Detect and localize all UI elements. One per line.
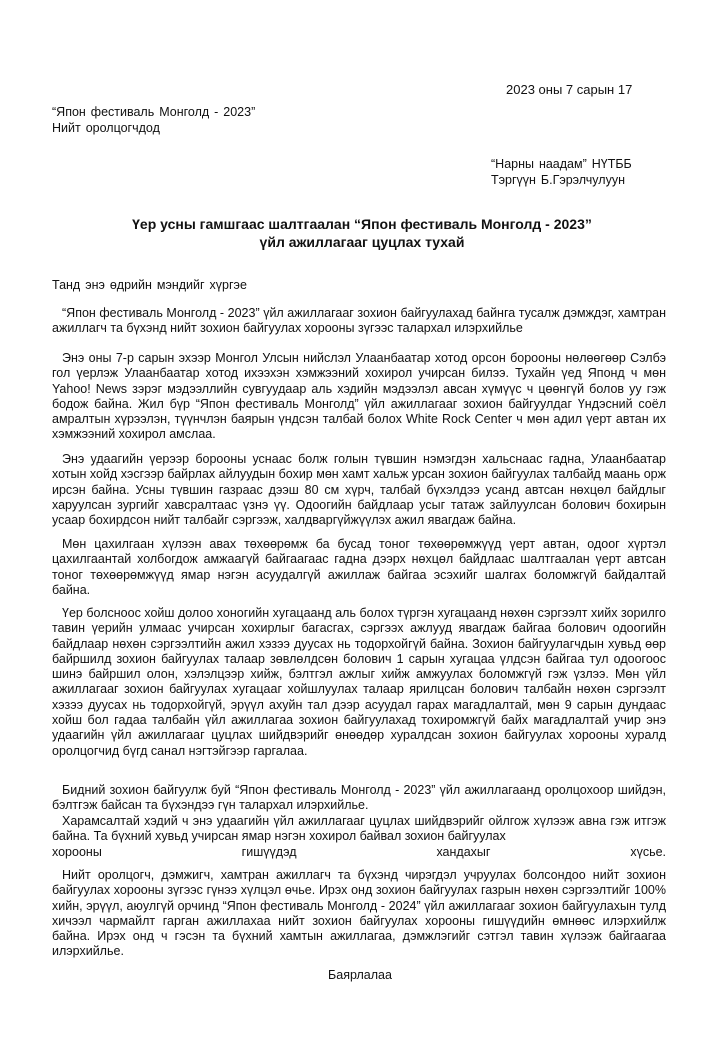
paragraph-gratitude: “Япон фестиваль Монголд - 2023” үйл ажиллагааг зохион байгуулахад байнга тусалж дэмждэг, хамтран ажиллагч та бүхэнд нийт зохион байгуулах хорооны зүгээс талархал илэрхийлье — [52, 306, 666, 336]
paragraph-equipment-damage: Мөн цахилгаан хүлээн авах төхөөрөмж ба бусад тоног төхөөрөмжүүд үерт автан, одоог хүртэл цахилгаантай холбогдож амжаагүй байгаагаас гадна дээрх нөхцөл байдлаас шалтгаалан үерт автсан тоног төхөөрөмжүүд ямар нэгэн асуудалгүй ажиллаж байгаа эсэхийг шалгах боломжгүй байдалтай байна. — [52, 537, 666, 597]
title-line-1: Үер усны гамшгаас шалтгаалан “Япон фестиваль Монголд - 2023” — [132, 216, 592, 232]
recipient-block — [52, 104, 255, 136]
word: хорооны — [52, 844, 102, 859]
letter-title — [52, 215, 672, 251]
letter-date: 2023 оны 7 сарын 17 — [506, 82, 633, 97]
paragraph-cancellation-decision: Үер болсноос хойш долоо хоногийн хугацаанд аль болох түргэн хугацаанд нөхөн сэргээлт хийх зорилго тавин үерийн улмаас учирсан хохирлыг багасгах, сэргээх ажлууд явагдаж байгаа болович одоогийн байдлаар нөхөн сэргээлтийн ажил хэзээ дуусах нь тодорхойгүй байна. Зохион байгуулагчдын хувьд өөр байршилд зохион байгуулах талаар зөвлөлдсөн болович 1 сарын хугацаа үлдсэн байгаа тул одоогоос шинэ байршил олон, хэлэлцээр хийж, бэлтгэл ажлыг хийж амжуулах боломжгүй гэж үзлээ. Мөн үйл ажиллагааг зохион байгуулах хугацааг хойшлуулах талаар ярилцсан болович талбайн нөхөн сэргээлт хэзээ дуусах нь тодорхойгүй, эрүүл ахуйн тал дээр асуудал гарах магадлалтай, мөн 9 сарын дундаас хойш бол гадаа талбайн үйл ажиллагаа зохион байгуулахад тохиромжгүй байх магадлалтай учир энэ удаагийн үйл ажиллагааг цуцлах шийдвэрийг өнөөдөр хуралдсан зохион байгуулах хорооны хуралд оролцогчид бүгд санал нэгтэйгээр гаргалаа. — [52, 606, 666, 758]
recipient-line-2: Нийт оролцогчдод — [52, 121, 160, 135]
word: гишүүдэд — [241, 844, 297, 859]
paragraph-flood-background: Энэ оны 7-р сарын эхээр Монгол Улсын нийслэл Улаанбаатар хотод орсон борооны нөлөөгөөр Сэлбэ гол үерлэж Улаанбаатар хотод ихээхэн хэмжээний хохирол учирсан билээ. Тухайн үед Японд ч мөн Yahoo! News зэрэг мэдээллийн сувгуудаар аль хэдийн мэдээлэл авсан хүмүүс ч цөөнгүй болов уу гэж бодож байна. Жил бүр “Япон фестиваль Монголд” үйл ажиллагааг зохион байгуулдаг Үндэсний соёл амралтын хүрээлэн, түүнчлэн баярын үндсэн талбай болох White Rock Center ч мөн адил үерт автан их хэмжээний хохирол амслаа. — [52, 351, 666, 442]
paragraph-regret — [52, 814, 666, 860]
recipient-line-1: “Япон фестиваль Монголд - 2023” — [52, 105, 256, 119]
sender-organization: “Нарны наадам” НҮТББ — [491, 157, 632, 171]
paragraph-flood-damage: Энэ удаагийн үерээр борооны уснаас болж голын түвшин нэмэгдэн хальснаас гадна, Улаанбаатар хотын хойд хэсгээр байрлах айлуудын бохир мөн хамт хальж урсан зохион байгуулах талбайд маань орж ирсэн байна. Усны түвшин газраас дээш 80 см хүрч, талбай бүхэлдээ усанд автсан нөхцөл байдлыг харуулсан зургийг хавсралтаас үзнэ үү. Одоогийн байдлаар усыг татаж зайлуулсан болович бохирын усаар бохирдсон нийт талбайг сэргээж, халдваргүйжүүлэх ажил явагдаж байна. — [52, 452, 666, 528]
paragraph-regret-last-line — [52, 845, 666, 860]
sender-name: Тэргүүн Б.Гэрэлчулуун — [491, 173, 625, 187]
greeting: Танд энэ өдрийн мэндийг хүргэе — [52, 278, 248, 292]
word: хандахыг — [436, 844, 491, 859]
word: хүсье. — [630, 844, 666, 859]
title-line-2: үйл ажиллагааг цуцлах тухай — [259, 234, 465, 250]
paragraph-apology-future: Нийт оролцогч, дэмжигч, хамтран ажиллагч та бүхэнд чирэгдэл учруулах болсондоо нийт зохион байгуулах хорооны зүгээс гүнээ хүлцэл өчье. Ирэх онд зохион байгуулах газрын нөхөн сэргээлтийг 100% хийн, эрүүл, аюулгүй орчинд “Япон фестиваль Монголд - 2024” үйл ажиллагааг зохион байгуулахын тулд хичээл чармайлт гарган ажиллахаа нийт зохион байгуулах хорооны гишүүдийн өмнөөс илэрхийлж байна. Ирэх онд ч гэсэн та бүхний хамтын ажиллагаа, дэмжлэгийг сэтгэл тавин хүлээж байгаагаа илэрхийлье. — [52, 868, 666, 959]
sender-block — [491, 156, 632, 188]
paragraph-thanks-participants: Бидний зохион байгуулж буй “Япон фестиваль Монголд - 2023” үйл ажиллагаанд оролцохоор шийдэн, бэлтгэж байсан та бүхэндээ гүн талархал илэрхийлье. — [52, 783, 666, 813]
paragraph-regret-body: Харамсалтай хэдий ч энэ удаагийн үйл ажиллагааг цуцлах шийдвэрийг ойлгож хүлээж авна гэж итгэж байна. Та бүхний хувьд учирсан ямар нэгэн хохирол байвал зохион байгуулах — [52, 814, 666, 844]
closing-thanks: Баярлалаа — [328, 968, 392, 982]
